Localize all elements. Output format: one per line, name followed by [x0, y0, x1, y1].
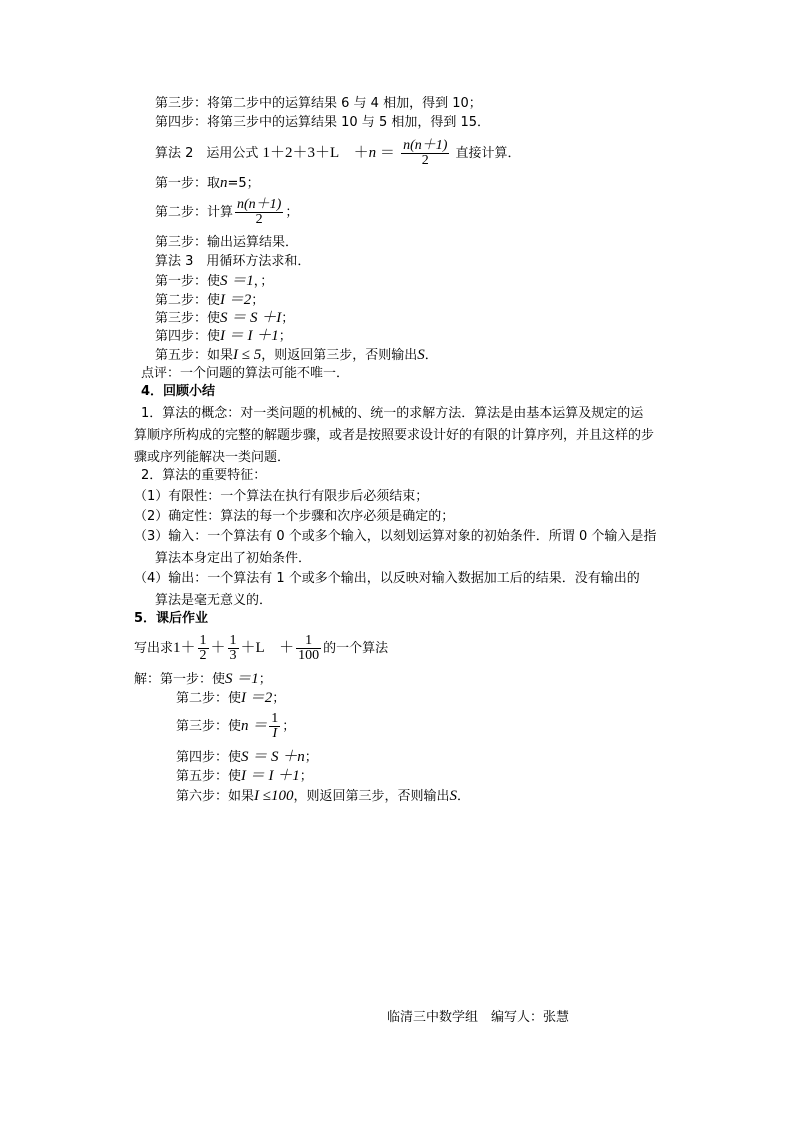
solution-step1-tail: ； [258, 672, 272, 687]
alg3-step1-tail: ，； [253, 274, 274, 289]
solution-step6-text: 第六步：如果 [176, 789, 255, 804]
alg2-step1-tail: =5； [227, 176, 260, 191]
solution-step6-mid: ，则返回第三步，否则输出 [293, 789, 450, 804]
alg3-step5-math: I ≤ 5 [233, 347, 262, 363]
alg3-step2-math: I ＝2 [220, 292, 252, 308]
alg3-step4 [155, 327, 292, 346]
solution-step2-tail: ； [272, 691, 286, 706]
alg2-step1-text: 第一步：取 [155, 176, 221, 191]
feature-input-line-1: （3）输入：一个算法有 0 个或多个输入，以刻划运算对象的初始条件．所谓 0 个输入是指 [134, 529, 657, 544]
alg2-step1 [155, 174, 260, 193]
fraction-numerator: 1 [296, 634, 321, 649]
alg2-step2-text: 第二步：计算 [155, 205, 234, 220]
fraction-numerator: 1 [229, 633, 237, 648]
fraction-numerator: n(n＋1) [237, 197, 282, 212]
alg3-step3 [155, 309, 294, 328]
alg2-tail: 直接计算． [455, 146, 521, 161]
fraction-numerator: 1 [199, 633, 207, 648]
alg2-step3: 第三步：输出运算结果． [155, 235, 299, 250]
solution-step3-fraction [269, 712, 280, 741]
alg3-step1-text: 第一步：使 [155, 274, 221, 289]
alg3-step3-tail: ； [281, 311, 295, 326]
solution-step5 [176, 767, 313, 786]
alg2-step1-n: n [220, 175, 228, 191]
fraction-numerator: 1 [271, 711, 279, 726]
alg2-label: 算法 2 运用公式 [155, 146, 259, 161]
alg2-step2 [155, 196, 298, 230]
alg2-step2-fraction [235, 198, 283, 227]
fraction-denominator: 2 [421, 153, 429, 168]
alg3-step5-mid: ，则返回第三步，否则输出 [261, 348, 418, 363]
solution-step3-math: n ＝ [241, 718, 268, 734]
alg3-step4-math: I ＝ I ＋1 [220, 328, 279, 344]
solution-step3 [176, 708, 295, 745]
homework-question-text: 写出求 [134, 641, 174, 656]
alg3-step5 [155, 346, 438, 365]
solution-step4 [176, 748, 318, 767]
solution-step3-text: 第三步：使 [176, 719, 242, 734]
review-concept-line-2: 算顺序所构成的完整的解题步骤，或者是按照要求设计好的有限的计算序列，并且这样的步 [134, 428, 655, 443]
alg3-step2 [155, 291, 264, 310]
fraction-denominator: 100 [298, 648, 320, 663]
homework-heading: 5．课后作业 [134, 611, 209, 626]
homework-frac-third [228, 634, 239, 663]
alg2-formula-fraction [401, 139, 449, 168]
solution-step4-math: S ＝ S ＋n [241, 749, 305, 765]
homework-question [134, 630, 388, 667]
alg3-step1 [155, 272, 273, 291]
alg3-step3-math: S ＝ S ＋I [220, 310, 282, 326]
alg1-step4: 第四步：将第三步中的运算结果 10 与 5 相加，得到 15． [155, 115, 491, 130]
review-features: 2．算法的重要特征： [141, 468, 267, 483]
fraction-denominator: 2 [255, 212, 263, 227]
review-concept-line-1: 1．算法的概念：对一类问题的机械的、统一的求解方法．算法是由基本运算及规定的运 [141, 406, 644, 421]
alg1-step3: 第三步：将第二步中的运算结果 6 与 4 相加，得到 10； [155, 96, 482, 111]
solution-step1-text: 解：第一步：使 [134, 672, 226, 687]
fraction-denominator: I [272, 726, 278, 741]
alg2-formula-lhs: 1＋2＋3＋L ＋ [262, 145, 369, 161]
alg3-step3-text: 第三步：使 [155, 311, 221, 326]
alg2-step2-tail: ； [285, 205, 299, 220]
feature-finiteness: （1）有限性：一个算法在执行有限步后必须结束； [134, 489, 429, 504]
solution-step4-tail: ； [304, 750, 318, 765]
solution-step3-tail: ； [282, 719, 296, 734]
comment: 点评：一个问题的算法可能不唯一． [141, 366, 350, 381]
alg2-title [155, 136, 521, 171]
solution-step2-text: 第二步：使 [176, 691, 242, 706]
review-heading: 4．回顾小结 [141, 384, 216, 399]
solution-step4-text: 第四步：使 [176, 750, 242, 765]
fraction-denominator: 2 [199, 648, 207, 663]
solution-step5-tail: ； [299, 769, 313, 784]
homework-ellipsis: ＋L ＋ [240, 640, 295, 656]
alg3-step2-text: 第二步：使 [155, 293, 221, 308]
alg3-step4-tail: ； [278, 329, 292, 344]
alg3-step5-s: S [417, 347, 425, 363]
solution-step2-math: I ＝2 [241, 690, 273, 706]
alg2-formula-eq: ＝ [376, 145, 395, 161]
alg2-formula-n: n [368, 145, 377, 161]
alg3-step4-text: 第四步：使 [155, 329, 221, 344]
feature-output-line-1: （4）输出：一个算法有 1 个或多个输出，以反映对输入数据加工后的结果．没有输出的 [134, 571, 640, 586]
alg3-step2-tail: ； [251, 293, 265, 308]
footer-author: 临清三中数学组 编写人：张慧 [387, 1010, 570, 1025]
solution-step1-math: S ＝1 [225, 671, 259, 687]
alg3-step1-math: S ＝1 [220, 273, 254, 289]
alg3-step5-text: 第五步：如果 [155, 348, 234, 363]
solution-step5-text: 第五步：使 [176, 769, 242, 784]
homework-frac-hundredth [296, 634, 321, 663]
solution-step6-math: I ≤100 [254, 788, 294, 804]
solution-step5-math: I ＝ I ＋1 [241, 768, 300, 784]
feature-output-line-2: 算法是毫无意义的． [155, 593, 273, 608]
solution-step6-s: S [449, 788, 458, 804]
solution-step6 [176, 787, 470, 806]
homework-frac-half [198, 634, 209, 663]
fraction-numerator: n(n＋1) [403, 138, 448, 153]
solution-step2 [176, 689, 285, 708]
review-concept-line-3: 骤或序列能解决一类问题． [134, 450, 291, 465]
homework-question-tail: 的一个算法 [323, 641, 389, 656]
homework-plus: ＋ [210, 640, 226, 656]
alg3-title: 算法 3 用循环方法求和． [155, 254, 311, 269]
homework-sum-one: 1＋ [173, 640, 196, 656]
feature-definiteness: （2）确定性：算法的每一个步骤和次序必须是确定的； [134, 509, 455, 524]
feature-input-line-2: 算法本身定出了初始条件． [155, 551, 312, 566]
alg3-step5-tail: ． [424, 348, 438, 363]
fraction-denominator: 3 [229, 648, 237, 663]
solution-step6-tail: ． [457, 789, 471, 804]
solution-step1 [134, 670, 272, 689]
